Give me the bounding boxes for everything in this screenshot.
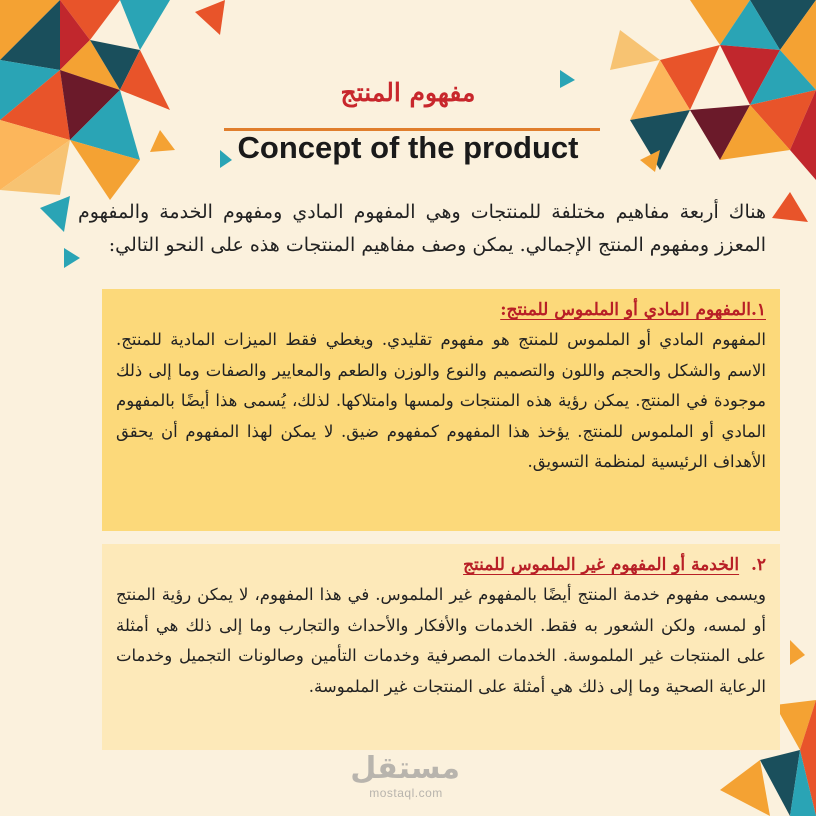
intro-paragraph: هناك أربعة مفاهيم مختلفة للمنتجات وهي المفهوم المادي ومفهوم الخدمة والمفهوم المعزز ومفهوم المنتج الإجمالي. يمكن وصف مفاهيم المنتجات هذه على النحو التالي: bbox=[78, 201, 766, 256]
page-title-arabic: مفهوم المنتج bbox=[340, 78, 476, 107]
section-heading bbox=[116, 295, 766, 325]
section-heading bbox=[116, 550, 766, 580]
section-body: المفهوم المادي أو الملموس للمنتج هو مفهوم تقليدي. ويغطي فقط الميزات المادية للمنتج. الاسم والشكل والحجم واللون والتصميم والنوع والوزن والطعم والمعايير والصفات وما إلى ذلك موجودة في المنتج. يمكن رؤية هذه المنتجات ولمسها وامتلاكها. لذلك، يُسمى هذا أيضًا بالمفهوم المادي أو الملموس للمنتج. يؤخذ هذا المفهوم كمفهوم ضيق. لا يمكن لهذا المفهوم أن يحقق الأهداف الرئيسية لمنظمة التسويق. bbox=[116, 330, 766, 471]
section-title: الخدمة أو المفهوم غير الملموس للمنتج bbox=[463, 555, 740, 575]
triangle-deco bbox=[772, 192, 808, 222]
logo-url: mostaql.com bbox=[369, 786, 443, 800]
triangle-deco bbox=[790, 640, 805, 665]
section-title: المفهوم المادي أو الملموس للمنتج: bbox=[500, 300, 751, 320]
mostaql-logo bbox=[352, 752, 460, 800]
section-number: ١. bbox=[750, 300, 766, 320]
triangle-deco bbox=[40, 196, 70, 232]
section-box-physical-concept bbox=[102, 289, 780, 531]
section-box-service-concept bbox=[102, 544, 780, 750]
section-body: ويسمى مفهوم خدمة المنتج أيضًا بالمفهوم غير الملموس. في هذا المفهوم، لا يمكن رؤية المنتج أو لمسه، ولكن الشعور به فقط. الخدمات والأفكار والأحداث والتجارب وما إلى ذلك هي أمثلة على المنتجات غير الملموسة. الخدمات المصرفية وخدمات التأمين وصالونات التجميل وخدمات الرعاية الصحية وما إلى ذلك هي أمثلة على المنتجات غير الملموسة. bbox=[116, 585, 766, 696]
logo-wordmark: مستقل bbox=[350, 751, 460, 786]
section-number: ٢. bbox=[750, 555, 766, 575]
page-title-english: Concept of the product bbox=[237, 130, 579, 165]
triangle-deco bbox=[195, 0, 225, 35]
